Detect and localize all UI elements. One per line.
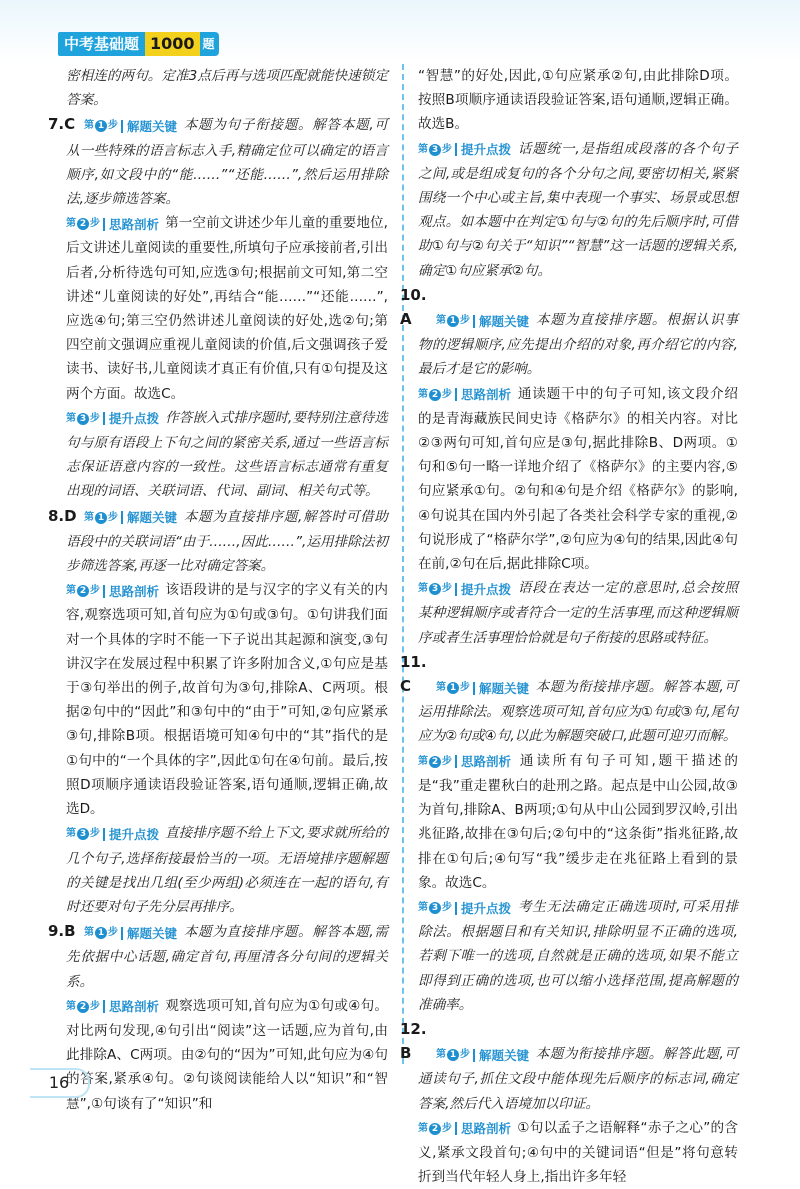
q9-key-paragraph bbox=[48, 919, 388, 994]
q7-analysis-paragraph bbox=[66, 211, 388, 406]
q11-tip-text: 考生无法确定正确选项时,可采用排除法。根据题目和有关知识,排除明显不正确的选项,若剩下唯一的选项,自然就是正确的选项,如果不能立即得到正确的选项,也可以缩小选择范围,提高解题的准确率。 bbox=[418, 898, 738, 1013]
logo-text-unit: 题 bbox=[200, 32, 219, 56]
logo-text-main: 中考基础题 bbox=[58, 32, 145, 56]
step-2-badge: 第 2 步 思路剖析 bbox=[418, 1121, 512, 1137]
step-2-badge: 第 2 步 思路剖析 bbox=[418, 387, 512, 403]
q12-key-paragraph bbox=[400, 1017, 738, 1116]
q8-key-text: 本题为直接排序题,解答时可借助语段中的关联词语“由于……,因此……”,运用排除法初步筛选答案,再逐一比对确定答案。 bbox=[66, 508, 388, 575]
logo-text-number: 1000 bbox=[145, 32, 200, 56]
q8-tip-paragraph bbox=[66, 821, 388, 919]
q11-analysis-text: 通读所有句子可知,题干描述的是“我”重走瞿秋白的赴刑之路。起点是中山公园,故③为首句,排除A、B两项;①句从中山公园到罗汉岭,引出兆征路,故排在③句后;②句中的“这条街”指兆征路,故排在①句后;④句写“我”缓步走在兆征路上看到的景象。故选C。 bbox=[418, 752, 738, 891]
q11-key-text: 本题为衔接排序题。解答本题,可运用排除法。观察选项可知,首句应为①句或③句,尾句应为②句或④句,以此为解题突破口,此题可迎刃而解。 bbox=[418, 679, 738, 745]
q10-tip-paragraph bbox=[418, 576, 738, 650]
step-1-badge: 第 1 步 解题关键 bbox=[84, 119, 178, 134]
q8-analysis-text: 该语段讲的是与汉字的字义有关的内容,观察选项可知,首句应为①句或③句。①句讲我们面对一个具体的字时不能一下子说出其起源和演变,③句讲汉字在发展过程中积累了许多附加含义,①句应是基于③句举出的例子,故首句为③句,排除A、C两项。根据②句中的“因此”和③句中的“由于”可知,②句应紧承③句,排除B项。根据语境可知④句中的“其”指代的是①句中的“一个具体的字”,因此①句在④句前。最后,按照D项顺序通读语段验证答案,语句通顺,逻辑正确,故选D。 bbox=[66, 582, 388, 818]
series-logo bbox=[58, 32, 219, 56]
step-2-badge: 第 2 步 思路剖析 bbox=[66, 216, 160, 232]
q9-tip-text: 话题统一,是指组成段落的各个句子之间,或是组成复句的各个分句之间,要密切相关,紧紧围绕一个中心或主旨,集中表现一个事实、场景或思想观点。如本题中在判定①句与②句的先后顺序时,可借助①句与②句关于“知识”“智慧”这一话题的逻辑关系,确定①句应紧承②句。 bbox=[418, 140, 738, 279]
question-8 bbox=[48, 504, 388, 919]
step-1-badge: 第 1 步 解题关键 bbox=[436, 1047, 530, 1063]
q10-analysis-text: 通读题干中的句子可知,该文段介绍的是青海藏族民间史诗《格萨尔》的相关内容。对比②③两句可知,首句应是③句,据此排除B、D两项。①句和⑤句一略一详地介绍了《格萨尔》的主要内容,⑤句应紧承①句。②句和④句是介绍《格萨尔》的影响,④句说其在国内外引起了各类社会科学专家的重视,②句说形成了“格萨尔学”,②句应为④句的结果,因此④句在前,②句在后,据此排除C项。 bbox=[418, 385, 738, 573]
question-10 bbox=[400, 283, 738, 650]
page-number: 16 bbox=[30, 1068, 90, 1098]
q10-tip-text: 语段在表达一定的意思时,总会按照某种逻辑顺序或者符合一定的生活事理,而这种逻辑顺序或者生活事理恰恰就是句子衔接的思路或特征。 bbox=[418, 580, 738, 646]
step-3-badge: 第 3 步 提升点拨 bbox=[418, 142, 512, 158]
q9-analysis-continued: “智慧”的好处,因此,①句应紧承②句,由此排除D项。按照B项顺序通读语段验证答案,语句通顺,逻辑正确。故选B。 bbox=[418, 68, 738, 133]
q7-analysis-text: 第一空前文讲述少年儿童的重要地位,后文讲述儿童阅读的重要性,所填句子应承接前者,引出后者,分析待选句可知,应选③句;根据前文可知,第二空讲述“儿童阅读的好处”,再结合“能……”“还能……”,应选④句;第三空仍然讲述儿童阅读的好处,选②句;第四空前文强调应重视儿童阅读的价值,后文强调孩子爱读书、读好书,儿童阅读才真正有价值,只有①句提及这两个方面。故选C。 bbox=[66, 215, 388, 402]
q7-number: 7.C bbox=[48, 115, 76, 134]
q10-key-paragraph bbox=[400, 283, 738, 382]
q8-tip-text: 直接排序题不给上下文,要求就所给的几个句子,选择衔接最恰当的一项。无语境排序题解题的关键是找出几组(至少两组)必须连在一起的语句,有时还要对句子先分层再排序。 bbox=[66, 825, 388, 915]
q11-number: 11.C bbox=[400, 652, 427, 696]
header-band bbox=[0, 0, 800, 62]
q8-number: 8.D bbox=[48, 506, 77, 525]
step-1-badge: 第 1 步 解题关键 bbox=[436, 313, 530, 329]
q8-key-paragraph bbox=[48, 504, 388, 579]
question-12 bbox=[400, 1017, 738, 1189]
step-1-badge: 第 1 步 解题关键 bbox=[84, 510, 178, 526]
step-2-badge: 第 2 步 思路剖析 bbox=[418, 754, 512, 770]
q10-key-text: 本题为直接排序题。根据认识事物的逻辑顺序,应先提出介绍的对象,再介绍它的内容,最后才是它的影响。 bbox=[418, 312, 738, 378]
q9-analysis-paragraph bbox=[66, 994, 388, 1116]
q9-tip-paragraph bbox=[418, 137, 738, 283]
q9-number: 9.B bbox=[48, 922, 76, 941]
step-3-badge: 第 3 步 提升点拨 bbox=[418, 581, 512, 597]
step-1-badge: 第 1 步 解题关键 bbox=[84, 925, 178, 941]
q12-analysis-text: ①句以孟子之语解释“赤子之心”的含义,紧承文段首句;④句中的关键词语“但是”将句意转折到当代年轻人身上,指出许多年轻 bbox=[418, 1119, 738, 1186]
q11-analysis-paragraph bbox=[418, 749, 738, 895]
q12-number: 12.B bbox=[400, 1019, 427, 1063]
step-2-badge: 第 2 步 思路剖析 bbox=[66, 999, 160, 1015]
continued-tip-text: 密相连的两句。定准3点后再与选项匹配就能快速锁定答案。 bbox=[66, 68, 388, 109]
q7-key-paragraph bbox=[48, 112, 388, 211]
step-3-badge: 第 3 步 提升点拨 bbox=[66, 411, 160, 427]
q12-analysis-paragraph bbox=[418, 1116, 738, 1189]
q7-tip-text: 作答嵌入式排序题时,要特别注意待选句与原有语段上下句之间的紧密关系,通过一些语言标志保证语意内容的一致性。这些语言标志通常有重复出现的词语、关联词语、代词、副词、相关句式等。 bbox=[66, 409, 388, 500]
q7-key-text: 本题为句子衔接题。解答本题,可从一些特殊的语言标志入手,精确定位可以确定的语言顺序,如文段中的“能……”“还能……”,然后运用排除法,逐步筛选答案。 bbox=[66, 117, 388, 208]
q7-tip-paragraph bbox=[66, 406, 388, 504]
step-3-badge: 第 3 步 提升点拨 bbox=[418, 900, 512, 916]
q10-number: 10.A bbox=[400, 285, 427, 329]
q10-analysis-paragraph bbox=[418, 382, 738, 577]
q11-key-paragraph bbox=[400, 650, 738, 749]
q11-tip-paragraph bbox=[418, 895, 738, 1017]
column-divider bbox=[402, 64, 404, 1064]
right-column bbox=[400, 64, 738, 1189]
question-11 bbox=[400, 650, 738, 1017]
question-7 bbox=[48, 112, 388, 503]
step-1-badge: 第 1 步 解题关键 bbox=[436, 680, 530, 696]
q9-analysis-text: 观察选项可知,首句应为①句或④句。对比两句发现,④句引出“阅读”这一话题,应为首句,由此排除A、C两项。由②句的“因为”可知,此句应为④句的答案,紧承④句。②句谈阅读能给人以“知识”和“智慧”,①句谈有了“知识”和 bbox=[66, 997, 388, 1112]
step-3-badge: 第 3 步 提升点拨 bbox=[66, 826, 160, 842]
q8-analysis-paragraph bbox=[66, 578, 388, 821]
q9-key-text: 本题为直接排序题。解答本题,需先依据中心话题,确定首句,再厘清各分句间的逻辑关系。 bbox=[66, 924, 388, 990]
q12-key-text: 本题为衔接排序题。解答此题,可通读句子,抓住文段中能体现先后顺序的标志词,确定答案,然后代入语境加以印证。 bbox=[418, 1046, 738, 1112]
step-2-badge: 第 2 步 思路剖析 bbox=[66, 583, 160, 599]
